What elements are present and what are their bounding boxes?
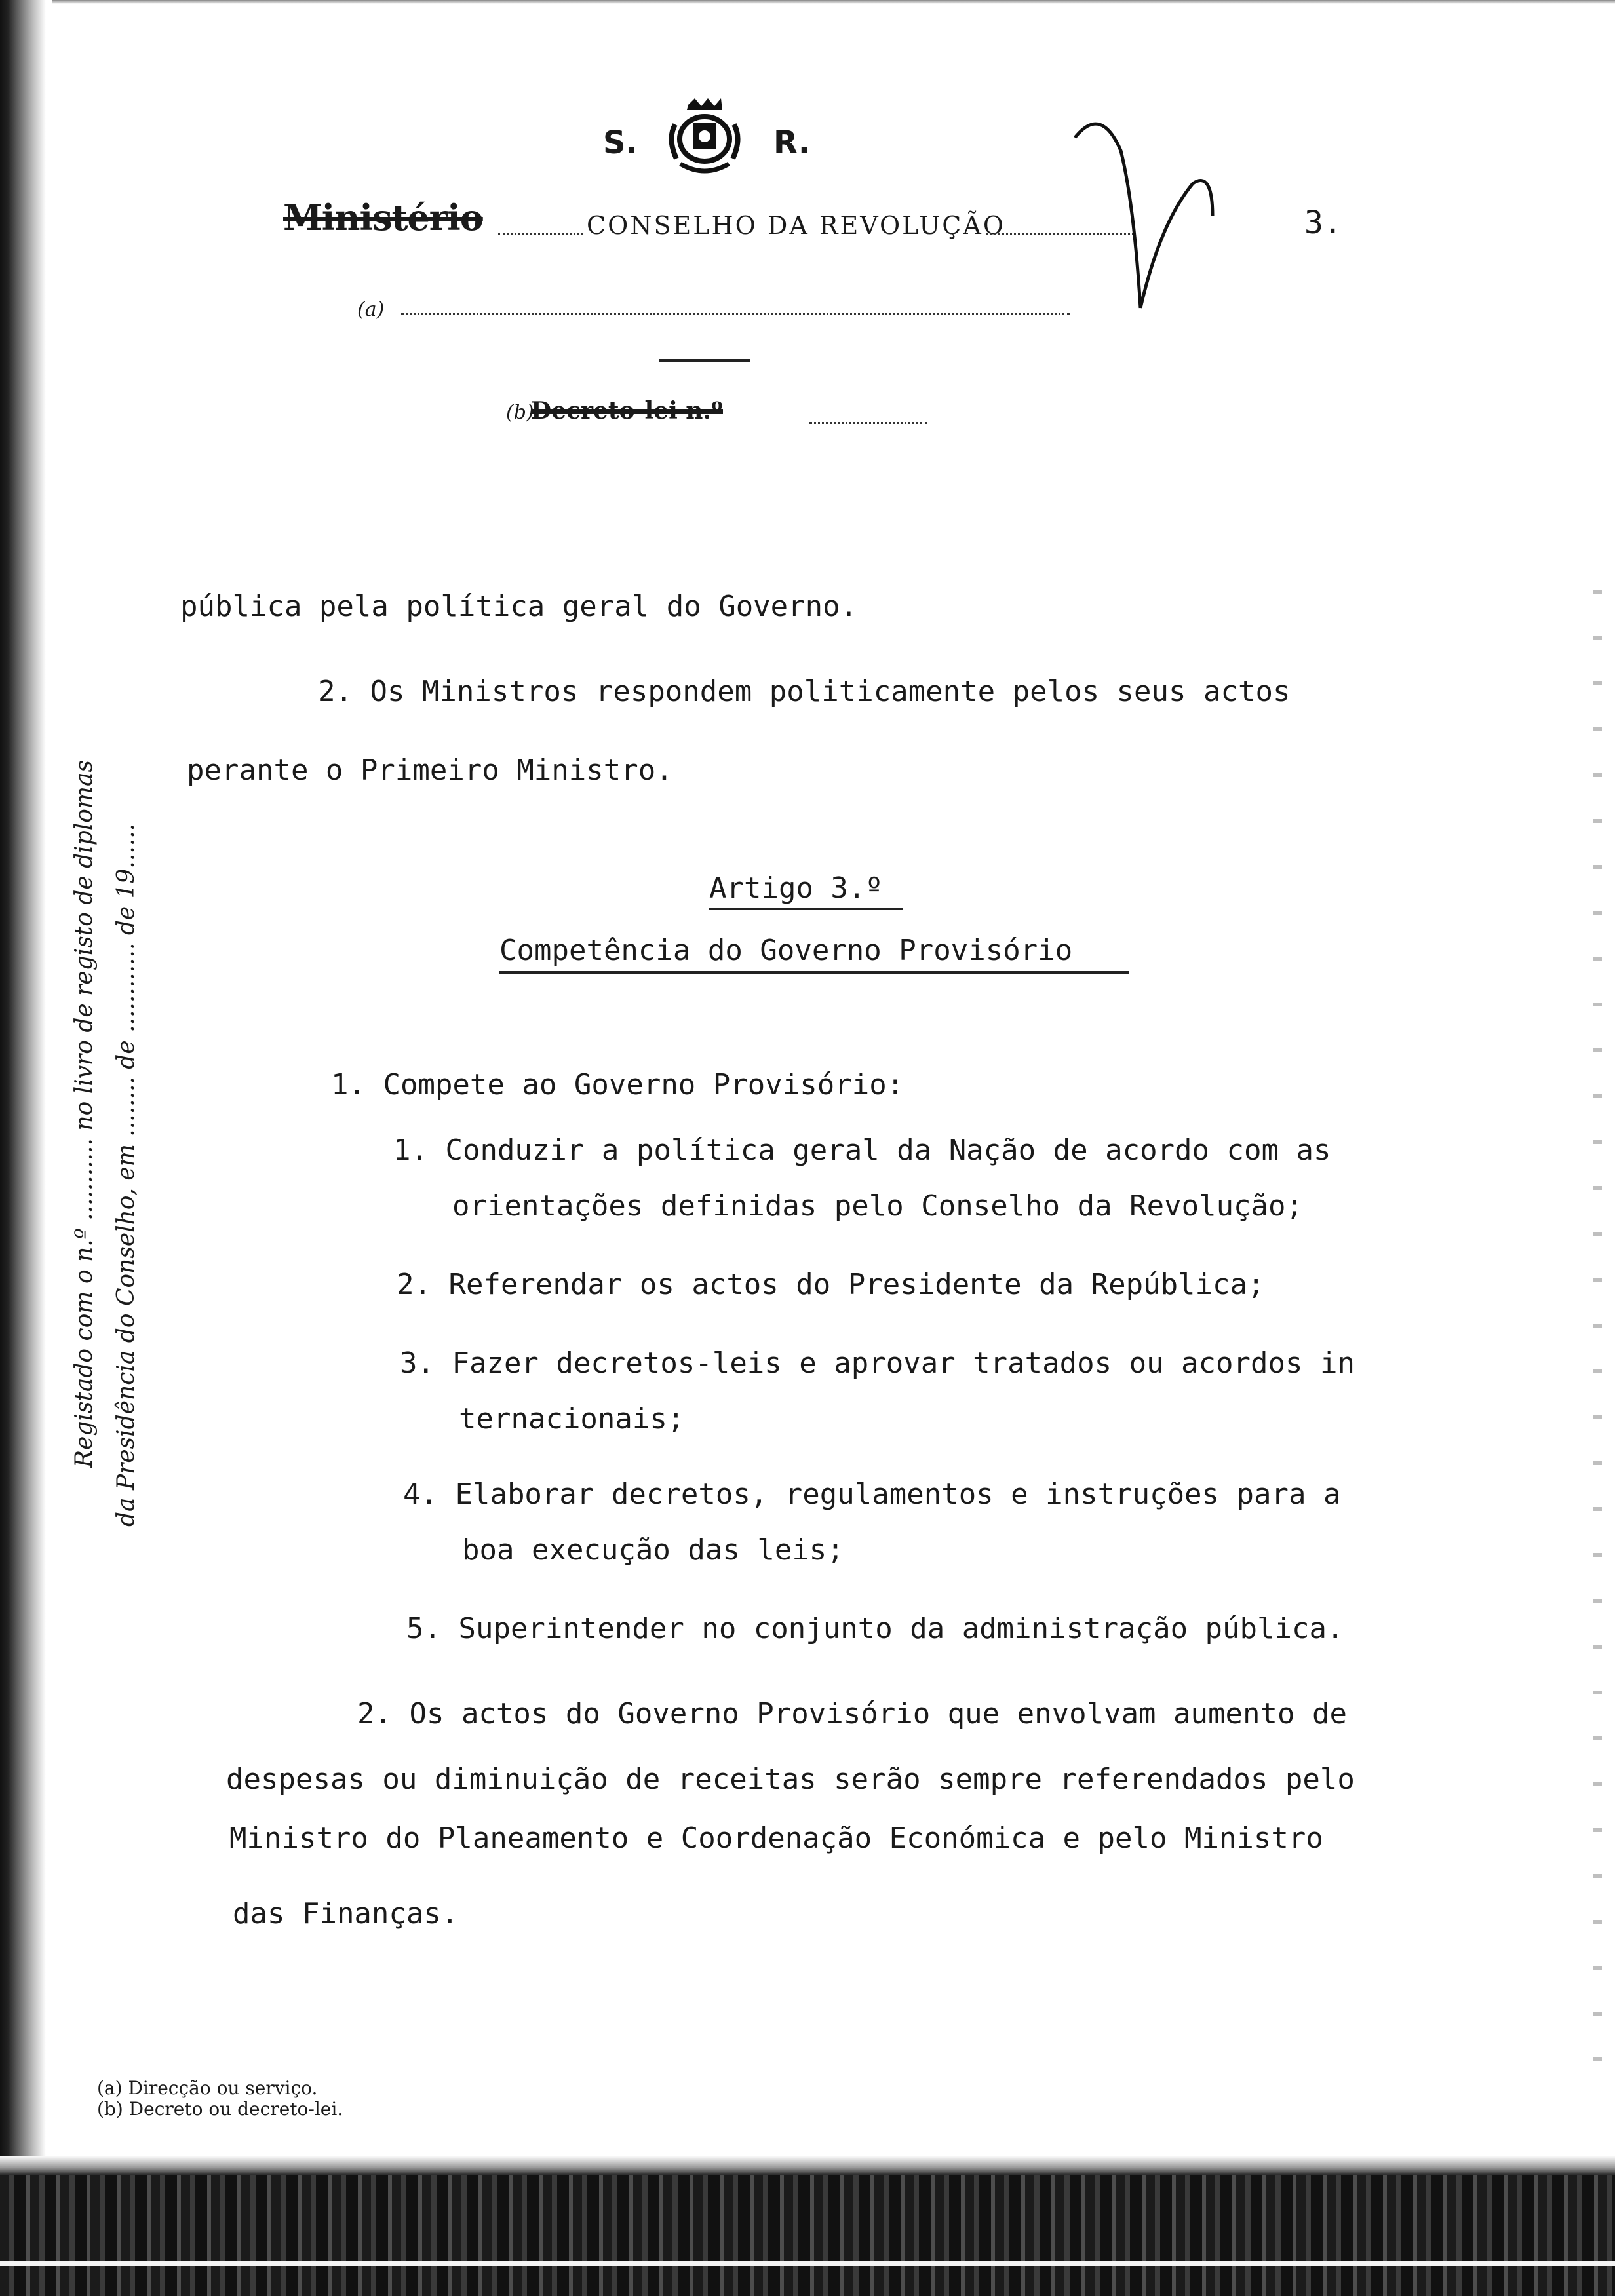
scan-right-specks — [1593, 590, 1602, 2097]
list-item-continuation: ternacionais; — [459, 1402, 685, 1436]
coat-of-arms-icon — [662, 98, 747, 177]
list-item: 3. Fazer decretos-leis e aprovar tratados ou acordos in — [400, 1347, 1355, 1380]
list-item: 2. Referendar os actos do Presidente da República; — [397, 1268, 1265, 1301]
list-item: 1. Conduzir a política geral da Nação de acordo com as — [393, 1134, 1331, 1167]
letterhead-seal — [590, 98, 852, 177]
ministerio-label: Ministério — [283, 197, 483, 239]
seal-left-letter: S. — [603, 124, 638, 161]
footnote-a: (a) Direcção ou serviço. — [97, 2077, 318, 2099]
list-item: 5. Superintender no conjunto da administração pública. — [406, 1612, 1344, 1645]
article-subtitle-underline — [499, 971, 1129, 974]
scan-left-edge — [0, 0, 46, 2296]
scan-bottom-band — [0, 2156, 1615, 2296]
field-a-marker: (a) — [357, 298, 385, 321]
list-item-continuation: orientações definidas pelo Conselho da Revolução; — [452, 1189, 1304, 1223]
dotted-leader — [498, 233, 583, 235]
seal-right-letter: R. — [773, 124, 811, 161]
body-line: Ministro do Planeamento e Coordenação Económica e pelo Ministro — [229, 1822, 1323, 1855]
ministry-name: CONSELHO DA REVOLUÇÃO — [587, 211, 1005, 240]
field-b-line — [809, 422, 927, 424]
body-line: despesas ou diminuição de receitas serão sempre referendados pelo — [226, 1763, 1355, 1796]
body-line: 2. Os Ministros respondem politicamente pelos seus actos — [318, 675, 1291, 708]
body-line: pública pela política geral do Governo. — [180, 590, 858, 623]
divider — [659, 359, 750, 362]
body-line: das Finanças. — [233, 1897, 459, 1930]
article-title: Artigo 3.º — [709, 871, 883, 905]
margin-registry-line: da Presidência do Conselho, em ........ de ............ de 19...... — [113, 823, 140, 1527]
margin-registry-line: Registado com o n.º ........... no livro de registo de diplomas — [71, 760, 98, 1468]
body-line: 2. Os actos do Governo Provisório que envolvam aumento de — [357, 1697, 1347, 1731]
list-item: 4. Elaborar decretos, regulamentos e instruções para a — [403, 1478, 1341, 1511]
footnote-b: (b) Decreto ou decreto-lei. — [97, 2098, 343, 2120]
body-line: 1. Compete ao Governo Provisório: — [331, 1068, 905, 1101]
list-item-continuation: boa execução das leis; — [462, 1533, 844, 1567]
article-subtitle: Competência do Governo Provisório — [499, 934, 1073, 967]
handwritten-signature — [1062, 111, 1232, 321]
scan-top-edge — [52, 0, 1615, 4]
field-b-marker: (b) — [506, 401, 534, 424]
page-number: 3. — [1304, 204, 1342, 241]
body-line: perante o Primeiro Ministro. — [187, 754, 673, 787]
decreto-label: Decreto-lei n.º — [531, 397, 723, 425]
field-a-line — [401, 313, 1070, 315]
article-title-underline — [709, 908, 903, 910]
